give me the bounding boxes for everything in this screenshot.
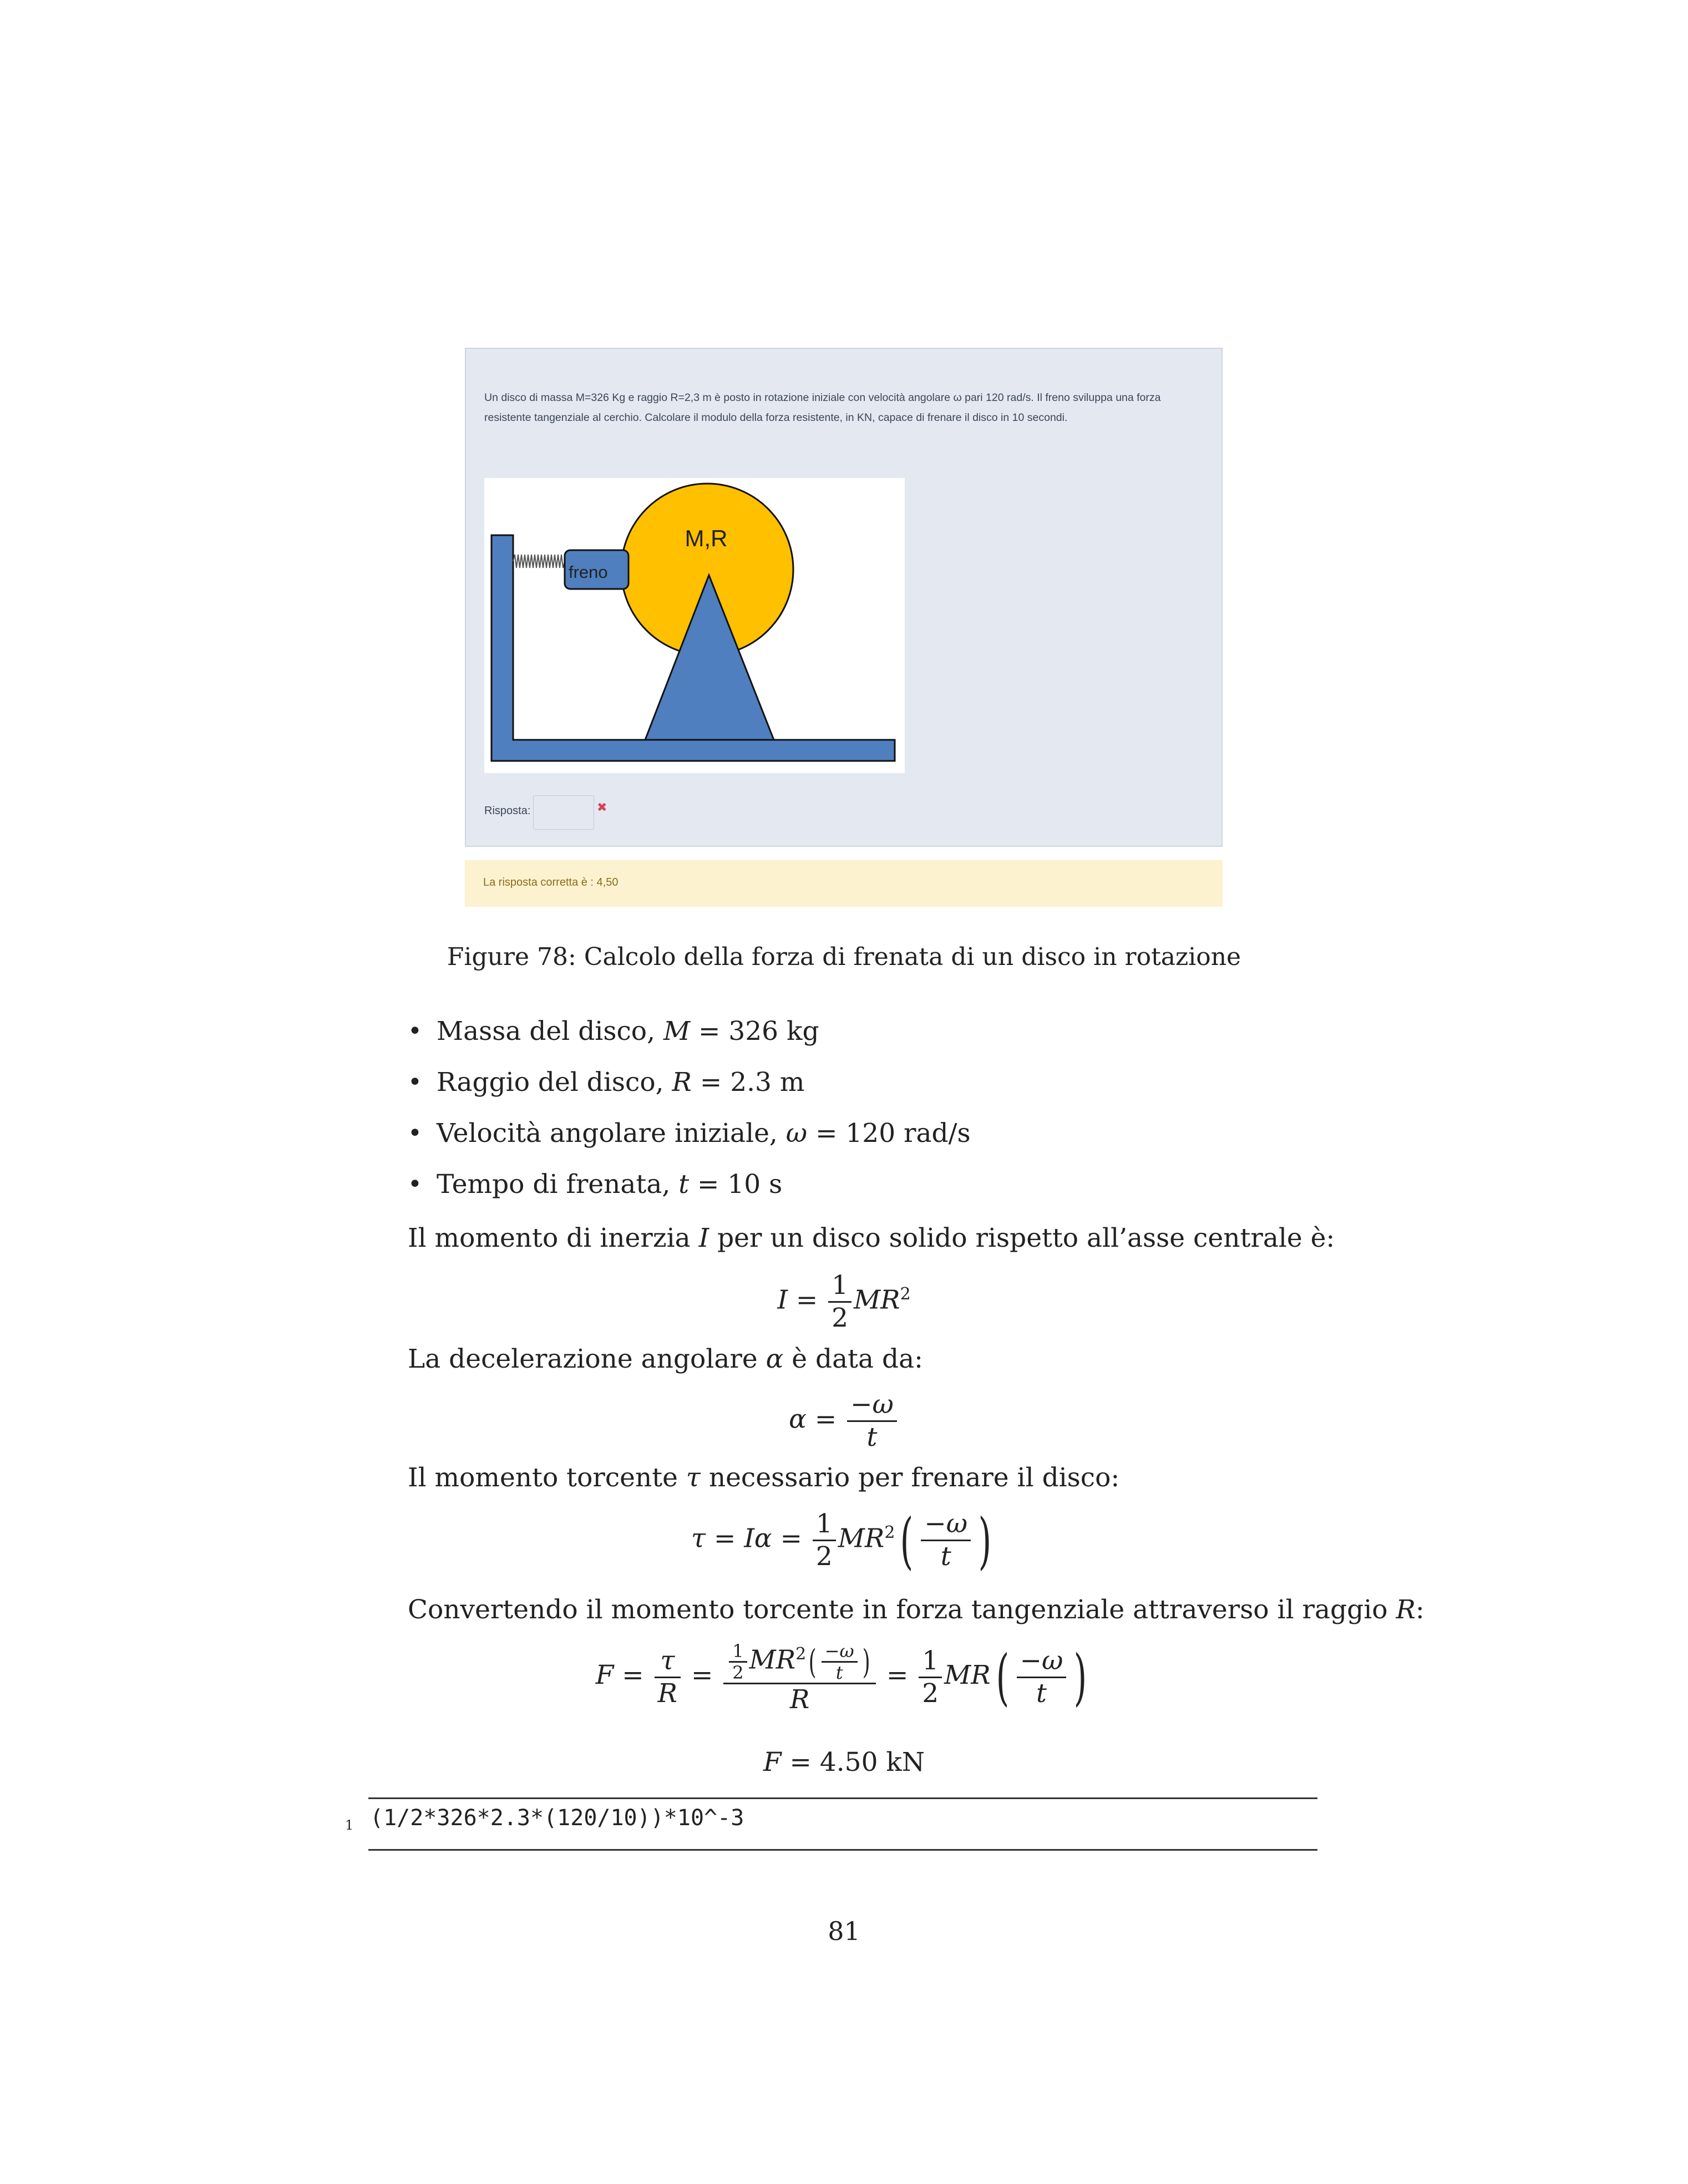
wrong-answer-icon: ✖: [597, 801, 607, 815]
paragraph-deceleration: La decelerazione angolare α è data da:: [408, 1344, 923, 1374]
quiz-panel: [465, 348, 1223, 847]
equation-torque: τ = Iα = $\frac{1}{2}$ $MR^2$( $\frac{-\omega}{t}$ ): [691, 1505, 992, 1576]
disk-label: M,R: [685, 525, 728, 551]
list-item: • Raggio del disco, R = 2.3 m: [408, 1066, 971, 1117]
code-top-rule: [368, 1797, 1317, 1799]
page-number: 81: [828, 1916, 860, 1946]
given-data-list: [408, 1015, 971, 1219]
code-bottom-rule: [368, 1849, 1317, 1851]
paragraph-torque: Il momento torcente τ necessario per frenare il disco:: [408, 1462, 1120, 1493]
correct-answer-feedback: [465, 860, 1223, 907]
equation-alpha: α = $\frac{-\omega}{t}$: [0, 1389, 1688, 1453]
paragraph-conversion: Convertendo il momento torcente in forza tangenziale attraverso il raggio R:: [408, 1594, 1425, 1625]
disk-brake-diagram: [484, 478, 905, 773]
code-line: (1/2*326*2.3*(120/10))*10^-3: [370, 1805, 744, 1831]
equation-result: F = 4.50 kN: [763, 1747, 925, 1777]
list-item: • Velocità angolare iniziale, ω = 120 rad/s: [408, 1117, 971, 1168]
list-item: • Massa del disco, M = 326 kg: [408, 1015, 971, 1066]
code-line-number: 1: [345, 1817, 354, 1833]
feedback-text: La risposta corretta è : 4,50: [483, 876, 619, 888]
brake-label: freno: [569, 562, 608, 582]
paragraph-inertia: Il momento di inerzia I per un disco solido rispetto all’asse centrale è:: [408, 1223, 1335, 1253]
list-item: • Tempo di frenata, t = 10 s: [408, 1168, 971, 1219]
answer-label: Risposta:: [484, 805, 531, 817]
equation-force: F = $\frac{\tau}{R}$ = $\frac{1}{2}$ $MR^2$( $\frac{-\omega}{t}$ ) R = $\frac{1}{2}$ MR( $\frac{-\omega}{t}$ ): [0, 1639, 1688, 1715]
figure-caption: Figure 78: Calcolo della forza di frenata di un disco in rotazione: [447, 943, 1241, 971]
disk-brake-figure: [484, 478, 905, 773]
answer-input[interactable]: [533, 795, 594, 830]
spring: [513, 555, 565, 568]
question-text: Un disco di massa M=326 Kg e raggio R=2,3 m è posto in rotazione iniziale con velocità angolare ω pari 120 rad/s. Il freno sviluppa una forza resistente tangenziale al cerchio. Calcolare il modulo della forza resistente, in KN, capace di frenare il disco in 10 secondi.: [484, 392, 1161, 424]
equation-inertia: I = $\frac{1}{2}$ $MR^2$: [777, 1270, 911, 1333]
